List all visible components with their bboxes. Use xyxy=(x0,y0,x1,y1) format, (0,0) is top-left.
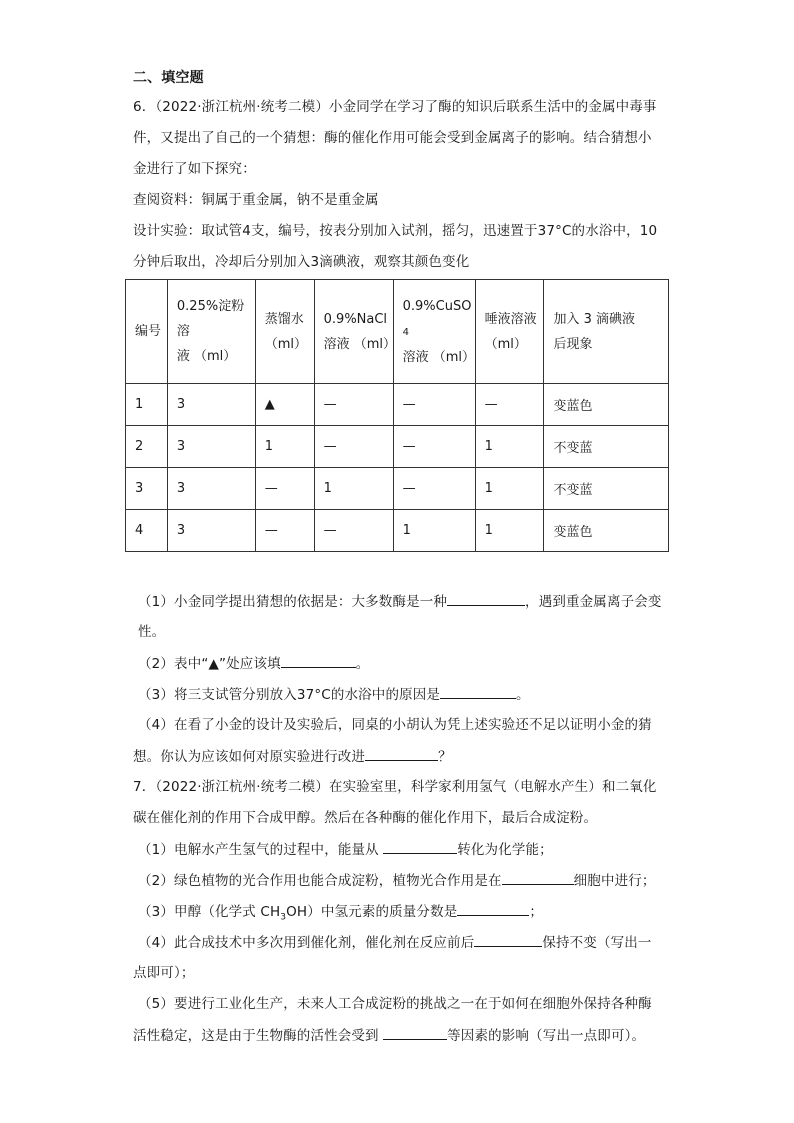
table-cell: — xyxy=(255,510,314,552)
q6-reference-line: 查阅资料：铜属于重金属，钠不是重金属 xyxy=(133,192,379,208)
table-cell: 3 xyxy=(167,468,255,510)
table-cell: 变蓝色 xyxy=(544,510,669,552)
table-cell: 1 xyxy=(393,510,475,552)
q6-subquestion-1-cont: 性。 xyxy=(138,624,166,640)
table-cell: ▲ xyxy=(255,384,314,426)
answer-blank[interactable] xyxy=(447,591,525,606)
table-cell: 3 xyxy=(167,384,255,426)
answer-blank[interactable] xyxy=(383,1025,447,1040)
header-cell: 加入 3 滴碘液 后现象 xyxy=(544,280,669,384)
table-row xyxy=(126,384,669,426)
table-cell: 4 xyxy=(126,510,168,552)
table-cell: 1 xyxy=(475,468,544,510)
q6-subquestion-4-cont: 想。你认为应该如何对原实验进行改进 ？ xyxy=(133,746,452,767)
q6-line-1: 6．（2022·浙江杭州·统考二模）小金同学在学习了酶的知识后联系生活中的金属中毒事 xyxy=(133,99,657,115)
answer-blank[interactable] xyxy=(502,870,574,885)
table-cell: 变蓝色 xyxy=(544,384,669,426)
q7-subquestion-1: （1）电解水产生氢气的过程中，能量从 转化为化学能； xyxy=(138,839,553,860)
table-cell: — xyxy=(255,468,314,510)
q6-line-3: 金进行了如下探究： xyxy=(133,161,256,177)
answer-blank[interactable] xyxy=(440,684,516,699)
header-cell: 0.9%NaCl 溶液 （ml） xyxy=(314,280,393,384)
header-cell: 0.9%CuSO 4 溶液 （ml） xyxy=(393,280,475,384)
q6-subquestion-1: （1）小金同学提出猜想的依据是：大多数酶是一种 ，遇到重金属离子会变 xyxy=(138,591,662,612)
table-cell: 1 xyxy=(314,468,393,510)
table-row xyxy=(126,426,669,468)
table-cell: 3 xyxy=(167,426,255,468)
table-cell: — xyxy=(393,426,475,468)
header-cell: 编号 xyxy=(126,280,168,384)
table-cell: — xyxy=(314,384,393,426)
q7-subquestion-4-cont: 点即可）； xyxy=(133,965,195,981)
q6-design-line-2: 分钟后取出，冷却后分别加入3滴碘液，观察其颜色变化 xyxy=(133,254,470,270)
q6-subquestion-4: （4）在看了小金的设计及实验后，同桌的小胡认为凭上述实验还不足以证明小金的猜 xyxy=(138,717,652,733)
table-cell: — xyxy=(393,384,475,426)
table-cell: 1 xyxy=(475,426,544,468)
q7-subquestion-4: （4）此合成技术中多次用到催化剂，催化剂在反应前后 保持不变（写出一 xyxy=(138,932,652,953)
table-cell: 1 xyxy=(255,426,314,468)
experiment-table xyxy=(125,279,669,552)
answer-blank[interactable] xyxy=(457,901,529,916)
q7-subquestion-3: （3）甲醇（化学式 $CH_3OH$）中氢元素的质量分数是 ； xyxy=(138,901,543,928)
table-cell: 1 xyxy=(475,510,544,552)
table-cell: — xyxy=(393,468,475,510)
table-row xyxy=(126,510,669,552)
section-title: 二、填空题 xyxy=(133,70,204,86)
table-cell: — xyxy=(314,426,393,468)
table-cell: 1 xyxy=(126,384,168,426)
answer-blank[interactable] xyxy=(281,653,356,668)
table-cell: 3 xyxy=(167,510,255,552)
table-cell: — xyxy=(475,384,544,426)
table-cell: — xyxy=(314,510,393,552)
q7-line-1: 7．（2022·浙江杭州·统考二模）在实验室里，科学家利用氢气（电解水产生）和二氧化 xyxy=(133,779,657,795)
table-row xyxy=(126,468,669,510)
answer-blank[interactable] xyxy=(365,746,438,761)
q7-subquestion-5: （5）要进行工业化生产，未来人工合成淀粉的挑战之一在于如何在细胞外保持各种酶 xyxy=(138,996,652,1012)
answer-blank[interactable] xyxy=(383,839,457,854)
header-cell: 0.25%淀粉 溶 液 （ml） xyxy=(167,280,255,384)
q6-line-2: 件，又提出了自己的一个猜想：酶的催化作用可能会受到金属离子的影响。结合猜想小 xyxy=(133,130,652,146)
q7-subquestion-2: （2）绿色植物的光合作用也能合成淀粉，植物光合作用是在 细胞中进行； xyxy=(138,870,656,891)
answer-blank[interactable] xyxy=(474,932,542,947)
table-cell: 2 xyxy=(126,426,168,468)
q6-subquestion-2: （2）表中“▲”处应该填 。 xyxy=(138,653,369,674)
header-cell: 唾液溶液 （ml） xyxy=(475,280,544,384)
q7-line-2: 碳在催化剂的作用下合成甲醇。然后在各种酶的催化作用下，最后合成淀粉。 xyxy=(133,810,598,826)
table-cell: 3 xyxy=(126,468,168,510)
table-header-row xyxy=(126,280,669,384)
q6-design-line-1: 设计实验：取试管4支，编号，按表分别加入试剂，摇匀，迅速置于37°C的水浴中，10 xyxy=(133,223,658,239)
q6-subquestion-3: （3）将三支试管分别放入37°C的水浴中的原因是 。 xyxy=(138,684,530,705)
q7-subquestion-5-cont: 活性稳定，这是由于生物酶的活性会受到 等因素的影响（写出一点即可）。 xyxy=(133,1025,645,1046)
table-cell: 不变蓝 xyxy=(544,426,669,468)
table-cell: 不变蓝 xyxy=(544,468,669,510)
header-cell: 蒸馏水 （ml） xyxy=(255,280,314,384)
